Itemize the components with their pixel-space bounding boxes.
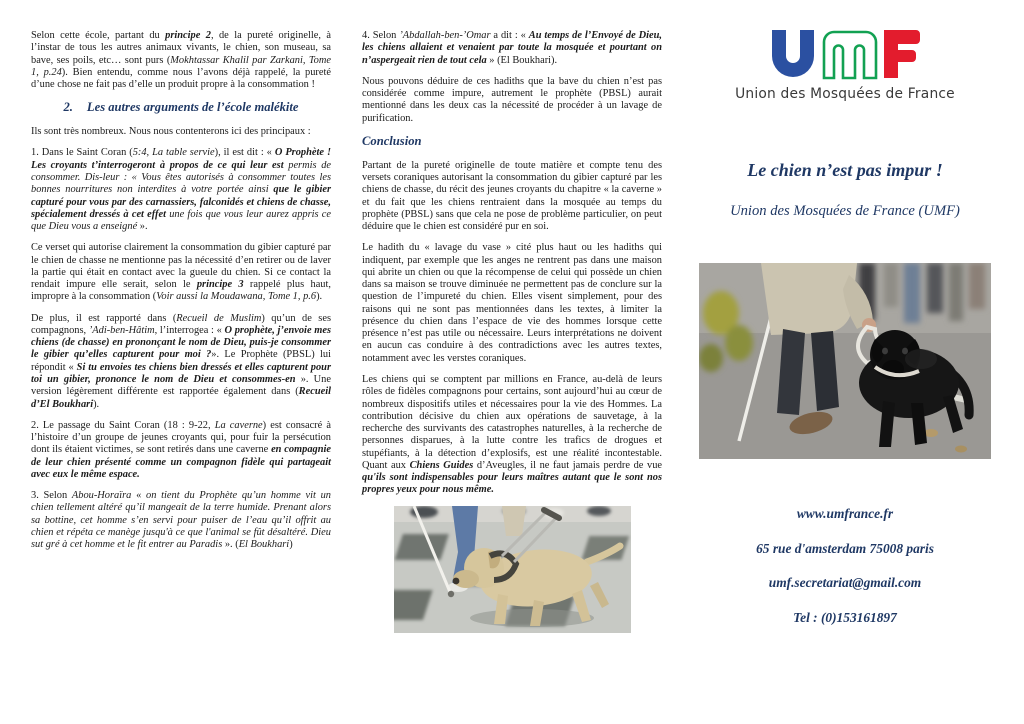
website-url: www.umfrance.fr	[796, 506, 894, 521]
paragraph: Selon cette école, partant du principe 2, de la pureté originelle, à l’instar de tous les autres animaux vivants, le chien, son museau, sa bave, ses poils, etc… sont purs (Mokhtassar Khalil par Zarkani, Tome 1, p.24). Bien entendu, comme nous l’avons déjà rappelé, la pureté d’une chose ne fait pas d’elle un produit propre à la consommation !	[31, 30, 331, 91]
paragraph: Le hadith du « lavage du vase » cité plus haut ou les hadiths qui indiquent, par exemple que les anges ne rentrent pas dans une maison qui abrite un chien ou que la récompense de celui qui possède un chien dans sa maison se trouve diminuée ne permettent pas de conclure sur la question de l’impureté du chien. Elles visent simplement, pour des raisons qui ne sont pas mentionnées dans les textes, à limiter la présence du chien dans l’espace de vie des hommes lorsque cette présence n’est pas utile ou nécessaire. Leurs interprétations ne doivent en aucun cas conduire à des contradictions avec les autres textes, notamment avec les verstes coraniques.	[362, 242, 662, 364]
postal-address: 65 rue d'amsterdam 75008 paris	[756, 540, 934, 556]
right-panel	[690, 0, 1000, 724]
paragraph: Les chiens qui se comptent par millions en France, au-delà de leurs rôles de fidèles compagnons pour certains, sont aujourd’hui au cœur de nombreux dispositifs utiles et nécessaires pour la vie des Hommes. La contribution décisive du chien aux opérations de sauvetage, à la recherche des survivants des catastrophes naturelles, à la recherche de personnes disparues, à la lutte contre les trafics de drogues et stupéfiants, à la détection d’explosifs, est une réalité incontestable. Quant aux Chiens Guides d’Aveugles, il ne faut jamais perdre de vue qu'ils sont indispensables pour leurs maîtres autant que le sont nos propres yeux pour nous même.	[362, 373, 662, 496]
brochure-subtitle: Union des Mosquées de France (UMF)	[730, 203, 960, 219]
middle-text-column	[362, 30, 662, 497]
section-heading: Conclusion	[362, 133, 422, 148]
guide-dog-photo-black-lab	[699, 263, 991, 459]
paragraph: Ce verset qui autorise clairement la consommation du gibier capturé par le chien de chasse ne mentionne pas la nécessité d’en retirer ou de laver la partie qui était en contact avec la gueule du chien. Si ce contact la rendait impure elle serait, selon le principe 3 rappelé plus haut, impropre à la consommation (Voir aussi la Moudawana, Tome 1, p.6).	[31, 242, 331, 303]
paragraph: Nous pouvons déduire de ces hadiths que la bave du chien n’est pas considérée comme impure, autrement le prophète (PBSL) aurait mentionné dans les deux cas la nécessité de procéder à un lavage de purification.	[362, 75, 662, 124]
paragraph: 3. Selon Abou-Horaïra « on tient du Prophète qu’un homme vit un chien tellement altéré qu’il mangeait de la terre humide. Prenant alors sa bottine, cet homme s’en servi pour puiser de l’eau qu’il offrit au chien et répéta ce manège jusqu'à ce que l'animal se fût désaltéré. Dieu sut gré à cet homme et le fit entrer au Paradis ». (El Boukhari)	[31, 490, 332, 551]
left-text-column	[31, 30, 331, 560]
paragraph: 1. Dans le Saint Coran (5:4, La table servie), il est dit : « O Prophète ! Les croyants t’interrogeront à propos de ce qui leur est permis de consommer. Dis-leur : « Vous êtes autorisés à consommer toutes les bonnes nourritures non interdites à votre portée ainsi que le gibier capturé pour vous par des carnassiers, falconidés et chiens de chasse, spécialement dressés à cet effet une fois que vous leur aurez appris ce que Dieu vous a enseigné ».	[31, 147, 331, 233]
paragraph: 2. Le passage du Saint Coran (18 : 9-22, La caverne) est consacré à l’histoire d’un groupe de jeunes croyants qui, pour fuir la persécution dont ils étaient victimes, se sont retirés dans une caverne en compagnie de leur chien présenté comme un compagnon fidèle qui partageait avec eux le même espace.	[31, 419, 332, 480]
middle-column-wrap	[362, 30, 662, 633]
paragraph: De plus, il est rapporté dans (Recueil de Muslim) qu’un de ses compagnons, ’Adi-ben-Hâtim, l’interrogea : « O prophète, j’envoie mes chiens (de chasse) en prononçant le nom de Dieu, puis-je consommer le gibier qu’elles capturent pour moi ?». Le Prophète (PBSL) lui répondit « Si tu envoies tes chiens bien dressés et elles capturent pour toi un gibier, prononce le nom de Dieu et consommes-en ». Une version légèrement différente est rapportée également dans (Recueil d’El Boukhari).	[31, 312, 331, 410]
umf-logo	[690, 28, 1000, 102]
paragraph: Partant de la pureté originelle de toute matière et compte tenu des versets coraniques autorisant la consommation du gibier capturé par les chiens de chasse, du récit des jeunes croyants du chapitre « la caverne » et du fait que les chiens rentraient dans la mosquée au temps du prophète (PBSL) sans que cela ne pose de problème particulier, on peut déduire que le chien est considéré pur en soi.	[362, 159, 662, 233]
section-heading: 2. Les autres arguments de l’école malékite	[63, 100, 299, 115]
contact-block	[690, 506, 1000, 644]
black-lab-photo-illustration	[699, 263, 991, 459]
umf-logo-caption: Union des Mosquées de France	[735, 86, 955, 102]
paragraph: 4. Selon ’Abdallah-ben-’Omar a dit : « Au temps de l’Envoyé de Dieu, les chiens allaient et venaient par toute la mosquée et pourtant on n’aspergeait rien de tout cela » (El Boukhari).	[362, 30, 662, 66]
paragraph: Ils sont très nombreux. Nous nous contenterons ici des principaux :	[31, 126, 311, 138]
guide-dog-photo-yellow-lab	[394, 506, 631, 633]
yellow-lab-photo-illustration	[394, 506, 631, 633]
phone-number: Tel : (0)153161897	[793, 609, 897, 625]
email-address: umf.secretariat@gmail.com	[768, 575, 922, 590]
brochure-title: Le chien n’est pas impur !	[747, 160, 943, 180]
umf-logo-icon	[770, 28, 920, 80]
